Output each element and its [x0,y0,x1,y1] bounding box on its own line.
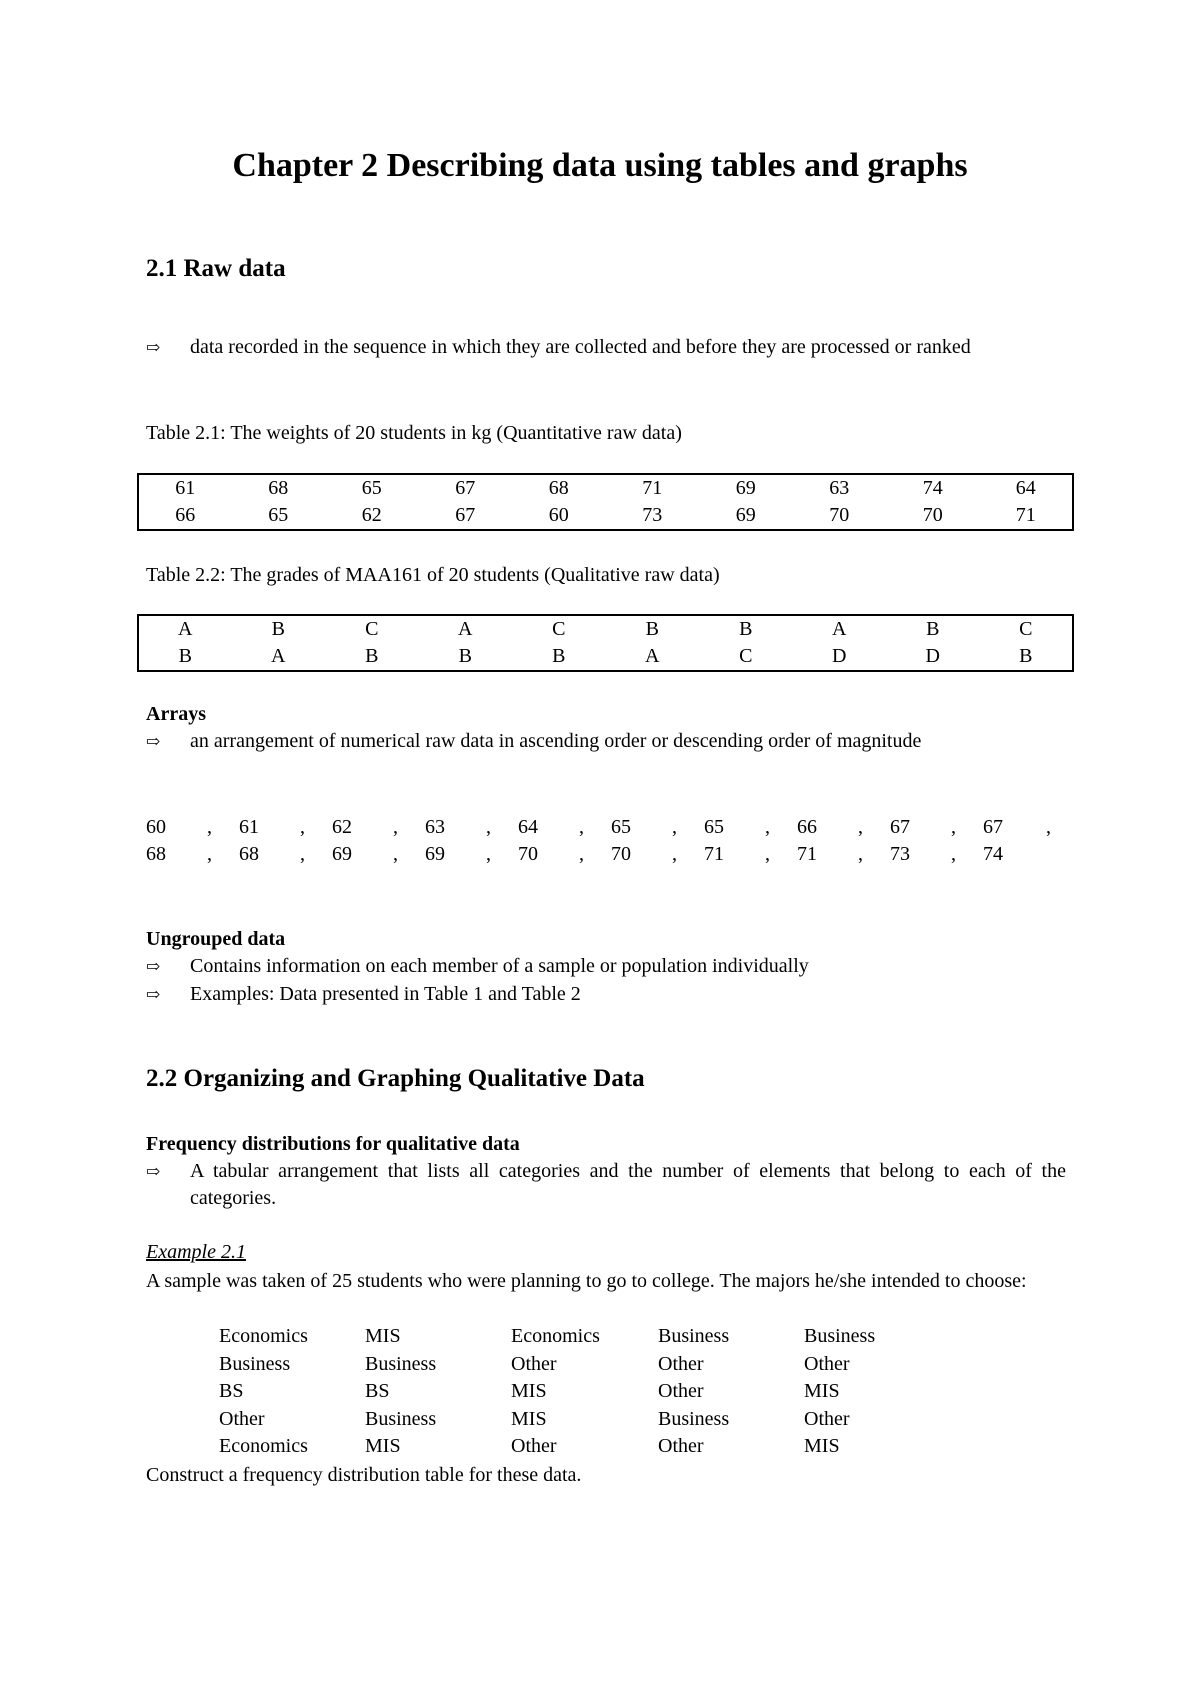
major-entry: MIS [511,1380,547,1402]
major-entry: BS [219,1380,244,1402]
frequency-definition-text: A tabular arrangement that lists all categories and the number of elements that belong to each of the categories. [190,1160,1066,1209]
table-cell: 70 [922,504,943,526]
major-entry: BS [365,1380,390,1402]
table-cell: 71 [1015,504,1036,526]
major-entry: Business [365,1407,437,1430]
major-entry: Other [511,1435,557,1457]
example-text: A sample was taken of 25 students who were planning to go to college. The majors he/she intended to choose: [146,1270,1027,1292]
array-value: 70 [518,843,538,865]
hollow-right-arrow-icon: ⇨ [146,957,161,976]
frequency-heading: Frequency distributions for qualitative data [146,1133,520,1155]
major-entry: Economics [219,1325,308,1347]
table-cell: 71 [642,477,663,499]
table-cell: 69 [735,477,756,499]
table-cell: 67 [455,477,476,499]
major-entry: Other [658,1435,704,1457]
array-value: 63 [425,816,445,838]
table-cell: 61 [175,477,196,499]
array-comma: , [207,843,212,865]
majors-grid [219,1323,1019,1461]
array-value: 69 [425,843,445,865]
array-value: 71 [704,843,724,865]
table-cell: B [645,618,659,640]
raw-data-definition-text: data recorded in the sequence in which they are collected and before they are processed or ranked [190,336,971,358]
frequency-definition [146,1158,1066,1212]
table-cell: B [365,645,379,667]
major-entry: Business [658,1407,730,1430]
table-cell: 73 [642,504,663,526]
hollow-right-arrow-icon: ⇨ [146,732,161,751]
table-cell: C [552,618,566,640]
table-cell: A [458,618,473,640]
hollow-right-arrow-icon: ⇨ [146,985,161,1004]
hollow-right-arrow-icon: ⇨ [146,1162,161,1181]
array-comma: , [951,843,956,865]
array-value: 73 [890,843,910,865]
table-row [138,643,1073,671]
arrays-heading: Arrays [146,703,206,725]
table-cell: 66 [175,504,196,526]
table-cell: 68 [268,477,289,499]
table-cell: 65 [361,477,382,499]
major-entry: MIS [511,1407,547,1430]
table-cell: A [645,645,660,667]
arrays-definition [146,728,1066,755]
array-comma: , [300,843,305,865]
table-cell: 74 [922,477,943,499]
table-cell: 64 [1015,477,1036,499]
major-entry: Other [511,1352,557,1375]
array-comma: , [207,816,212,838]
table-cell: A [178,618,193,640]
table-cell: C [739,645,753,667]
array-comma: , [300,816,305,838]
table-cell: 67 [455,504,476,526]
major-entry: Economics [219,1435,308,1457]
hollow-right-arrow-icon: ⇨ [146,338,161,357]
array-comma: , [951,816,956,838]
example-label: Example 2.1 [146,1241,246,1263]
table-cell: D [832,645,847,667]
table-cell: A [832,618,847,640]
ungrouped-heading: Ungrouped data [146,928,286,950]
major-entry: Other [804,1352,850,1375]
array-comma: , [486,816,491,838]
table-cell: B [926,618,940,640]
array-comma: , [486,843,491,865]
array-value: 67 [890,816,910,838]
grades-table [137,614,1074,672]
table-row [138,474,1073,502]
array-comma: , [393,816,398,838]
table-cell: B [1019,645,1033,667]
raw-data-definition [146,334,1066,361]
array-value: 70 [611,843,631,865]
table-cell: 60 [548,504,569,526]
array-value: 60 [146,816,166,838]
table-cell: B [552,645,566,667]
array-value: 62 [332,816,352,838]
major-entry: Business [804,1325,876,1347]
arrays-definition-text: an arrangement of numerical raw data in ascending order or descending order of magnitude [190,730,922,752]
section-heading-qualitative-data: 2.2 Organizing and Graphing Qualitative Data [146,1065,645,1092]
weights-table [137,473,1074,531]
table-cell: 68 [548,477,569,499]
table-cell: 70 [829,504,850,526]
table-2-1-caption: Table 2.1: The weights of 20 students in kg (Quantitative raw data) [146,422,682,444]
majors-row [219,1351,1019,1379]
major-entry: MIS [804,1435,840,1457]
array-comma: , [393,843,398,865]
array-comma: , [858,843,863,865]
array-value: 64 [518,816,538,838]
major-entry: Other [219,1407,265,1430]
ungrouped-bullet-1 [146,953,1066,980]
array-comma: , [765,816,770,838]
table-cell: B [739,618,753,640]
table-row [138,615,1073,643]
table-cell: 62 [361,504,382,526]
table-cell: 65 [268,504,289,526]
table-row [138,502,1073,530]
array-comma: , [765,843,770,865]
array-value: 61 [239,816,259,838]
array-value: 65 [611,816,631,838]
major-entry: Business [658,1325,730,1347]
major-entry: Other [658,1380,704,1402]
example-task: Construct a frequency distribution table for these data. [146,1464,582,1486]
chapter-title: Chapter 2 Describing data using tables and graphs [232,147,968,184]
array-value: 71 [797,843,817,865]
table-cell: B [271,618,285,640]
major-entry: MIS [365,1325,401,1347]
majors-row [219,1406,1019,1434]
ungrouped-bullet-text: Contains information on each member of a sample or population individually [190,955,809,977]
array-value: 65 [704,816,724,838]
major-entry: MIS [804,1380,840,1402]
array-comma: , [579,843,584,865]
table-cell: A [271,645,286,667]
array-comma: , [672,843,677,865]
table-cell: B [178,645,192,667]
section-heading-raw-data: 2.1 Raw data [146,255,286,282]
major-entry: Economics [511,1325,600,1347]
major-entry: Other [804,1407,850,1430]
array-comma: , [1046,816,1051,838]
table-cell: C [1019,618,1033,640]
array-value: 66 [797,816,817,838]
major-entry: Other [658,1352,704,1375]
array-comma: , [858,816,863,838]
table-cell: B [458,645,472,667]
ungrouped-bullet-text: Examples: Data presented in Table 1 and Table 2 [190,983,581,1005]
major-entry: MIS [365,1435,401,1457]
majors-row [219,1378,1019,1406]
array-comma: , [579,816,584,838]
array-value: 69 [332,843,352,865]
table-2-2-caption: Table 2.2: The grades of MAA161 of 20 students (Qualitative raw data) [146,564,720,586]
array-value: 74 [983,843,1003,865]
table-cell: 69 [735,504,756,526]
table-cell: D [925,645,940,667]
major-entry: Business [219,1352,291,1375]
table-cell: C [365,618,379,640]
ungrouped-bullet-2 [146,981,1066,1008]
array-comma: , [672,816,677,838]
table-cell: 63 [829,477,850,499]
array-value: 68 [239,843,259,865]
array-value: 67 [983,816,1003,838]
majors-row [219,1323,1019,1351]
array-value: 68 [146,843,166,865]
majors-row [219,1433,1019,1461]
major-entry: Business [365,1352,437,1375]
